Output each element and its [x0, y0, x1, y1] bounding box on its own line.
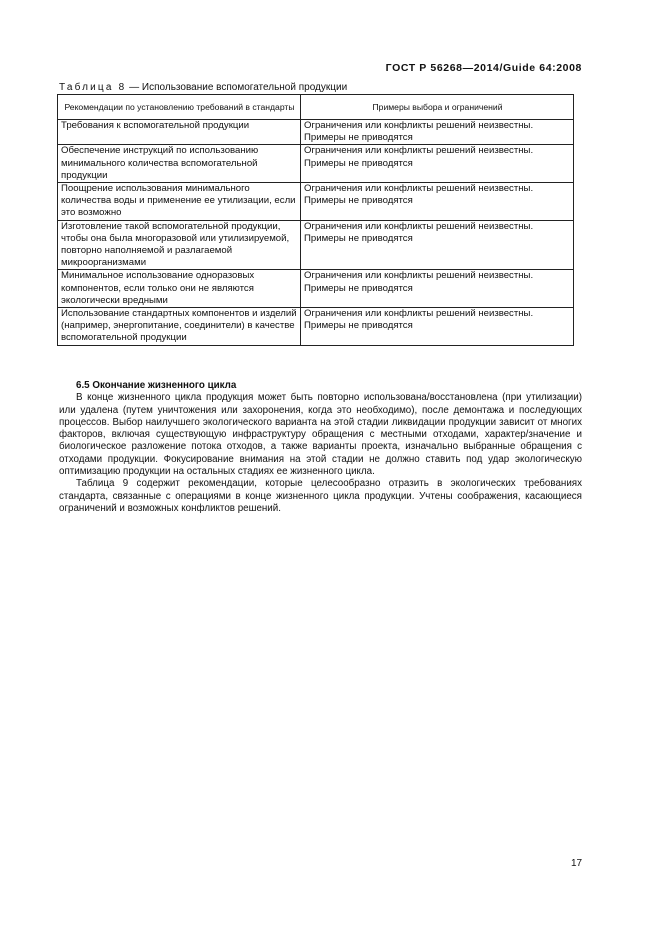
table-caption-title: Использование вспомогательной продукции — [141, 82, 348, 93]
examples-cell: Ограничения или конфликты решений неизвестны. Примеры не приводятся — [301, 183, 574, 221]
examples-cell: Ограничения или конфликты решений неизвестны. Примеры не приводятся — [301, 308, 574, 346]
table-row — [58, 220, 574, 270]
table-row — [58, 120, 574, 145]
recommendation-cell: Изготовление такой вспомогательной продукции, чтобы она была многоразовой или утилизируемой, повторно наполняемой и разлагаемой микроорганизмами — [58, 220, 301, 270]
examples-cell: Ограничения или конфликты решений неизвестны. Примеры не приводятся — [301, 270, 574, 308]
table-caption — [59, 82, 347, 93]
section-body — [59, 380, 582, 515]
paragraph: Таблица 9 содержит рекомендации, которые целесообразно отразить в экологических требованиях стандарта, связанные с операциями в конце жизненного цикла продукции. Учтены соображения, касающиеся ограничений и возможных конфликтов решений. — [59, 478, 582, 514]
recommendations-table — [57, 94, 574, 346]
examples-cell: Ограничения или конфликты решений неизвестны. Примеры не приводятся — [301, 145, 574, 183]
table-header-row — [58, 95, 574, 120]
table-caption-dash: — — [126, 82, 142, 93]
table-row — [58, 270, 574, 308]
recommendation-cell: Использование стандартных компонентов и изделий (например, энергопитание, соединители) в качестве вспомогательной продукции — [58, 308, 301, 346]
examples-cell: Ограничения или конфликты решений неизвестны. Примеры не приводятся — [301, 220, 574, 270]
recommendation-cell: Обеспечение инструкций по использованию минимального количества вспомогательной продукции — [58, 145, 301, 183]
examples-cell: Ограничения или конфликты решений неизвестны. Примеры не приводятся — [301, 120, 574, 145]
section-title: 6.5 Окончание жизненного цикла — [76, 380, 237, 391]
page-number: 17 — [571, 858, 583, 869]
paragraph: В конце жизненного цикла продукция может быть повторно использована/восстановлена (при утилизации) или удалена (путем уничтожения или захоронения, когда это необходимо), после демонтажа и последующих процессов. Выбор наилучшего экологического варианта на этой стадии ликвидации продукции зависит от многих факторов, включая существующую инфраструктуру обращения с местными отходами, характер/значение и биологическое разложение потока отходов, а также варианты проекта, изначально выбранные обращения с отходами продукции. Фокусирование внимания на этой стадии не должно ставить под удар экологическую оптимизацию продукции на остальных стадиях ее жизненного цикла. — [59, 392, 582, 478]
column-header-examples: Примеры выбора и ограничений — [301, 95, 574, 120]
recommendation-cell: Требования к вспомогательной продукции — [58, 120, 301, 145]
recommendation-cell: Поощрение использования минимального количества воды и применение ее утилизации, если это возможно — [58, 183, 301, 221]
table-row — [58, 183, 574, 221]
document-header: ГОСТ Р 56268—2014/Guide 64:2008 — [385, 62, 582, 74]
recommendation-cell: Минимальное использование одноразовых компонентов, если только они не являются экологически вредными — [58, 270, 301, 308]
table-caption-label: Таблица 8 — [59, 82, 127, 93]
column-header-recommendations: Рекомендации по установлению требований в стандарты — [58, 95, 301, 120]
table-row — [58, 145, 574, 183]
table-row — [58, 308, 574, 346]
